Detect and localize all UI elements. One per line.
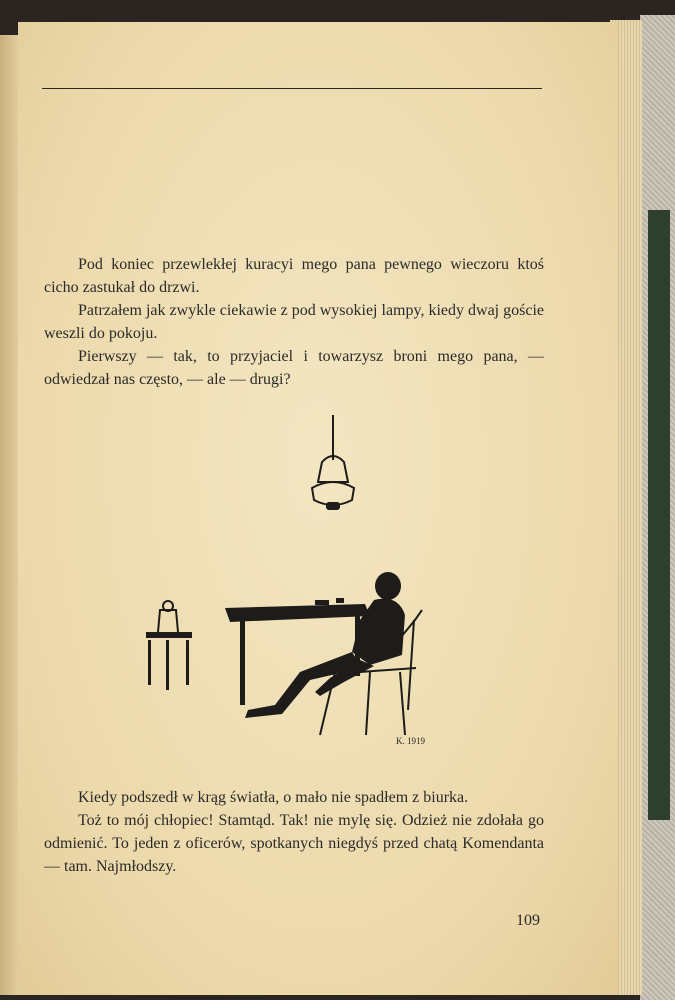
illustration-drawing bbox=[130, 410, 450, 760]
paragraph: Toż to mój chłopiec! Stamtąd. Tak! nie mylę się. Odzież nie zdołała go odmienić. To jeden z oficerów, spotkanych niegdyś przed chatą Komendanta — tam. Najmłodszy. bbox=[44, 812, 544, 875]
paragraph: Patrzałem jak zwykle ciekawie z pod wysokiej lampy, kiedy dwaj goście weszli do pokoju. bbox=[44, 302, 544, 342]
header-rule bbox=[42, 88, 542, 89]
paragraph: Pierwszy — tak, to przyjaciel i towarzysz broni mego pana, — odwiedzał nas często, — ale — drugi? bbox=[44, 348, 544, 388]
top-text-block bbox=[44, 253, 544, 391]
illustration-signature: K. 1919 bbox=[396, 736, 425, 746]
page-number: 109 bbox=[516, 912, 540, 929]
paragraph: Kiedy podszedł w krąg światła, o mało nie spadłem z biurka. bbox=[78, 789, 469, 806]
book-cover-spine bbox=[648, 210, 670, 820]
bottom-text-block bbox=[44, 786, 544, 878]
illustration bbox=[130, 410, 450, 760]
paragraph: Pod koniec przewlekłej kuracyi mego pana pewnego wieczoru ktoś cicho zastukał do drzwi. bbox=[44, 256, 544, 296]
